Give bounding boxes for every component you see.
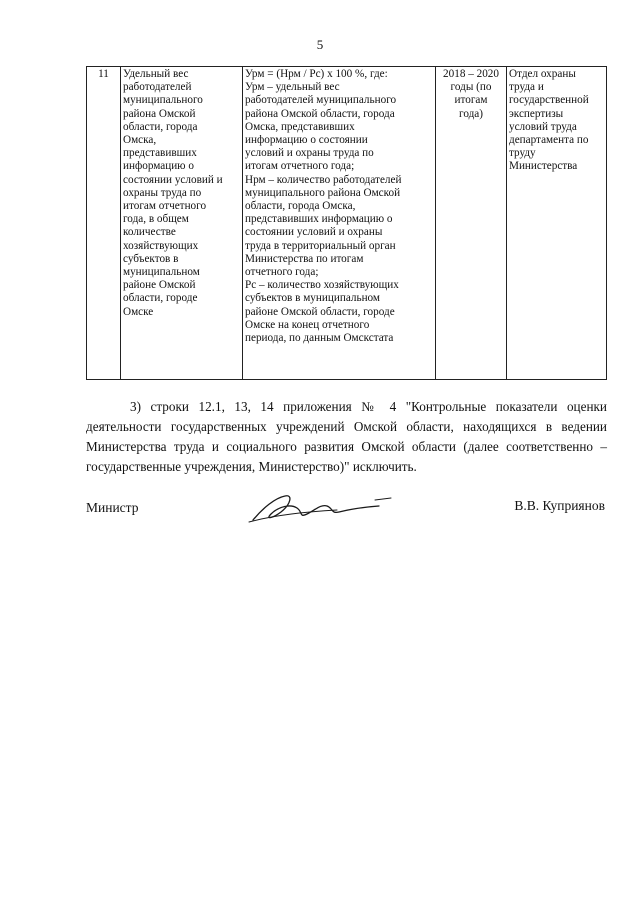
- cell-line: экспертизы: [509, 107, 564, 120]
- cell-line: субъектов в муниципальном: [245, 292, 381, 305]
- cell-line: работодателей муниципального: [245, 94, 397, 107]
- cell-line: Омска,: [123, 134, 157, 147]
- cell-line: работодателей: [123, 81, 192, 94]
- cell-line: отчетного года;: [245, 266, 319, 279]
- cell-line: Урм – удельный вес: [245, 81, 340, 94]
- cell-line: информацию о: [123, 160, 194, 173]
- cell-line: охраны труда по: [123, 186, 202, 199]
- cell-line: количестве: [123, 226, 176, 239]
- cell-line: 2018 – 2020: [443, 68, 499, 80]
- cell-line: информацию о состоянии: [245, 134, 368, 147]
- cell-line: хозяйствующих: [123, 239, 199, 252]
- period-cell: [436, 67, 507, 380]
- cell-line: Нрм – количество работодателей: [245, 173, 402, 186]
- row-number-cell: 11: [87, 67, 121, 380]
- cell-line: представивших: [123, 147, 197, 160]
- cell-line: итогам отчетного года;: [245, 160, 355, 173]
- body-paragraph: 3) строки 12.1, 13, 14 приложения № 4 "Контрольные показатели оценки деятельности государственных учреждений Омской области, находящихся в ведении Министерства труда и социального развития Омской области (далее соответственно – государственные учреждения, Министерство)" исключить.: [86, 399, 607, 474]
- formula-cell: [243, 67, 436, 380]
- cell-line: муниципальном: [123, 266, 200, 279]
- cell-line: районе Омской области, городе: [245, 305, 395, 318]
- cell-line: районе Омской: [123, 279, 196, 292]
- indicator-name-cell: [121, 67, 243, 380]
- cell-line: года): [459, 107, 483, 120]
- cell-line: Министерства по итогам: [245, 252, 364, 265]
- table-row: [87, 67, 607, 380]
- cell-line: Омска, представивших: [245, 120, 355, 133]
- cell-line: условий и охраны труда по: [245, 147, 374, 160]
- cell-line: итогам: [454, 94, 488, 107]
- cell-line: государственной: [509, 94, 589, 107]
- cell-line: труду: [509, 147, 536, 160]
- cell-line: субъектов в: [123, 252, 179, 265]
- cell-line: периода, по данным Омскстата: [245, 332, 394, 345]
- cell-line: департамента по: [509, 134, 589, 147]
- indicator-table: [86, 66, 607, 380]
- cell-line: Рс – количество хозяйствующих: [245, 279, 399, 292]
- cell-line: района Омской области, города: [245, 107, 395, 120]
- responsible-cell: [507, 67, 607, 380]
- cell-line: труда и: [509, 81, 544, 94]
- cell-line: района Омской: [123, 107, 196, 120]
- signer-position: Министр: [86, 500, 139, 515]
- signature-block: [86, 490, 607, 530]
- cell-line: Урм = (Нрм / Рс) х 100 %, где:: [245, 68, 388, 80]
- cell-line: Омске на конец отчетного: [245, 318, 370, 331]
- cell-line: состоянии условий и: [123, 173, 223, 186]
- cell-line: годы (по: [450, 81, 492, 94]
- cell-line: представивших информацию о: [245, 213, 393, 226]
- cell-line: Удельный вес: [123, 68, 189, 80]
- cell-line: Отдел охраны: [509, 68, 576, 80]
- cell-line: состоянии условий и охраны: [245, 226, 383, 239]
- cell-line: Омске: [123, 305, 154, 318]
- page-number: 5: [316, 37, 324, 52]
- cell-line: области, города Омска,: [245, 200, 356, 213]
- cell-line: области, городе: [123, 292, 198, 305]
- signer-name: В.В. Куприянов: [514, 498, 605, 513]
- cell-line: итогам отчетного: [123, 200, 207, 213]
- cell-line: муниципального района Омской: [245, 186, 401, 199]
- cell-line: года, в общем: [123, 213, 189, 226]
- cell-line: Министерства: [509, 160, 578, 173]
- handwritten-signature: [241, 490, 401, 526]
- cell-line: труда в территориальный орган: [245, 239, 396, 252]
- cell-line: муниципального: [123, 94, 203, 107]
- cell-line: условий труда: [509, 120, 577, 133]
- cell-line: области, города: [123, 120, 198, 133]
